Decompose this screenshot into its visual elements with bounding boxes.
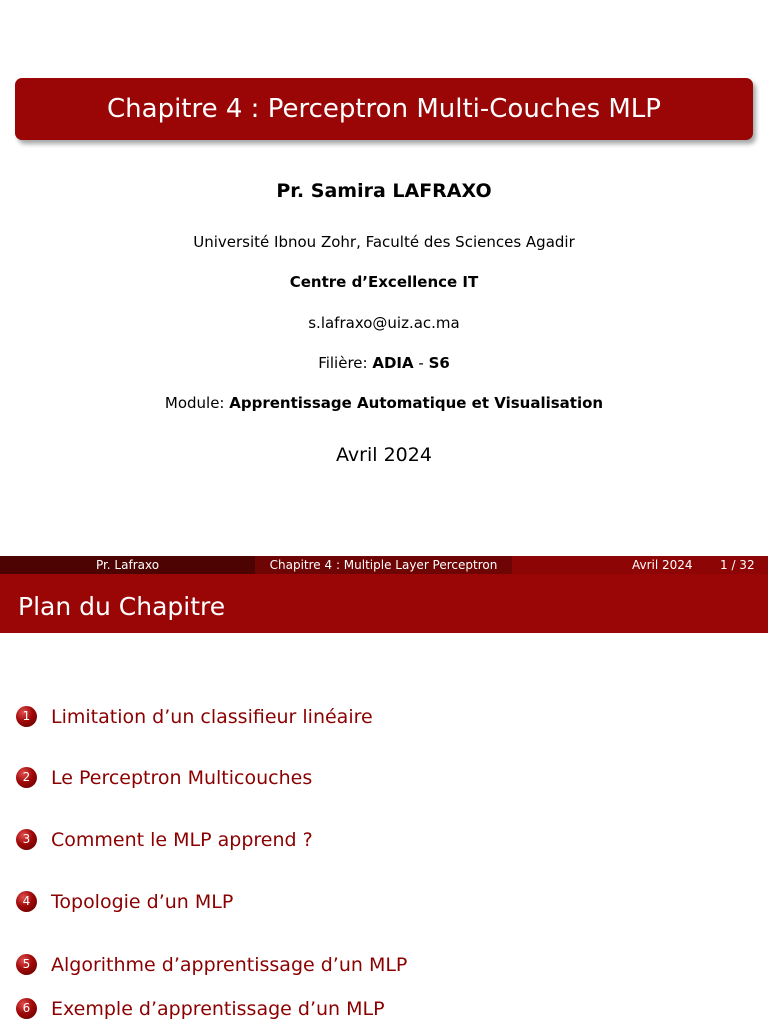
- email-line: s.lafraxo@uiz.ac.ma: [308, 314, 460, 332]
- toc-item-label: Algorithme d’apprentissage d’un MLP: [51, 954, 408, 976]
- toc-item-label: Topologie d’un MLP: [51, 891, 234, 913]
- presentation-date: Avril 2024: [336, 444, 432, 466]
- toc-item-label: Comment le MLP apprend ?: [51, 829, 313, 851]
- plan-header: Plan du Chapitre: [0, 574, 768, 633]
- chapter-title: Chapitre 4 : Perceptron Multi-Couches MLP: [15, 78, 753, 140]
- number-bullet-icon: 4: [16, 891, 37, 912]
- toc-item-label: Le Perceptron Multicouches: [51, 767, 313, 789]
- footer-page-number: 1 / 32: [720, 558, 755, 572]
- footer-right: [512, 556, 768, 574]
- number-bullet-icon: 1: [16, 706, 37, 727]
- module-value: Apprentissage Automatique et Visualisation: [229, 394, 604, 412]
- number-bullet-icon: 3: [16, 829, 37, 850]
- filiere-semester: S6: [428, 354, 450, 372]
- center-line: Centre d’Excellence IT: [289, 273, 479, 291]
- filiere-value: ADIA: [372, 354, 414, 372]
- filiere-line: [0, 354, 768, 372]
- toc-item-label: Limitation d’un classifieur linéaire: [51, 706, 373, 728]
- number-bullet-icon: 2: [16, 767, 37, 788]
- footer-author: Pr. Lafraxo: [0, 556, 255, 574]
- author-name: Pr. Samira LAFRAXO: [276, 180, 492, 202]
- filiere-separator: -: [413, 354, 429, 372]
- module-label: Module:: [164, 394, 225, 412]
- number-bullet-icon: 5: [16, 954, 37, 975]
- slide-footer: [0, 556, 768, 574]
- footer-date: Avril 2024: [632, 558, 693, 572]
- module-line: [0, 394, 768, 412]
- university-line: Université Ibnou Zohr, Faculté des Sciences Agadir: [193, 233, 575, 251]
- toc-item-label: Exemple d’apprentissage d’un MLP: [51, 998, 385, 1020]
- footer-title: Chapitre 4 : Multiple Layer Perceptron: [255, 556, 512, 574]
- filiere-label: Filière:: [318, 354, 368, 372]
- number-bullet-icon: 6: [16, 998, 37, 1019]
